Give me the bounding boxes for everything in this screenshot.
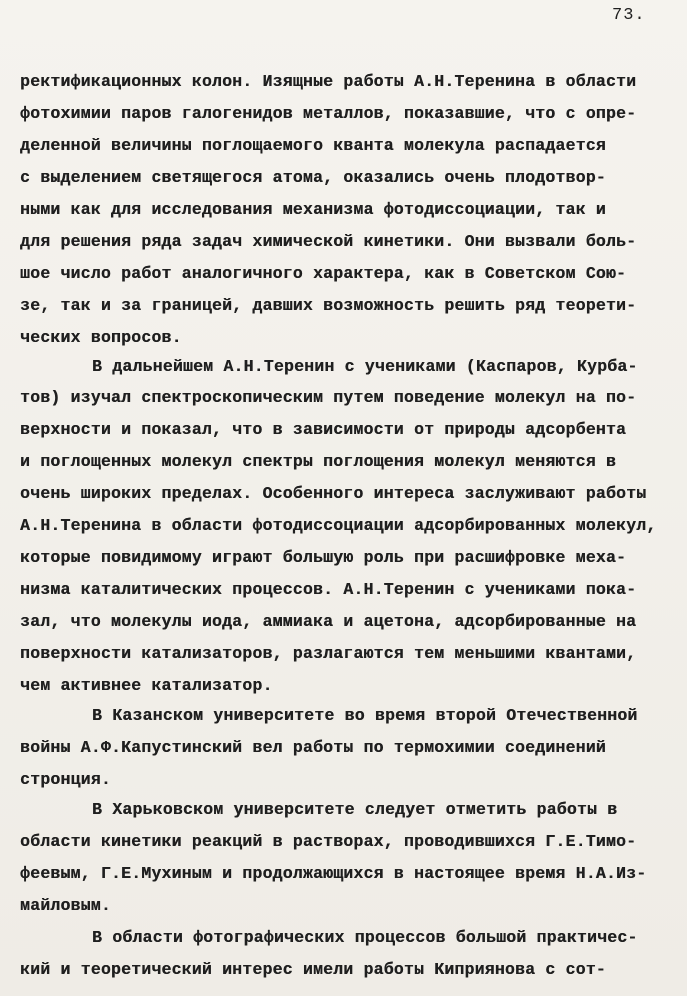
text-line: В области фотографических процессов большой практичес- — [92, 928, 638, 947]
text-line: ректификационных колон. Изящные работы А.Н.Теренина в области — [20, 72, 637, 91]
text-line: тов) изучал спектроскопическим путем поведение молекул на по- — [20, 388, 637, 407]
text-line: зе, так и за границей, давших возможность решить ряд теорети- — [20, 296, 637, 315]
text-line: майловым. — [20, 896, 111, 915]
text-line: зал, что молекулы иода, аммиака и ацетона, адсорбированные на — [20, 612, 637, 631]
text-line: с выделением светящегося атома, оказались очень плодотвор- — [20, 168, 606, 187]
text-line: для решения ряда задач химической кинетики. Они вызвали боль- — [20, 232, 637, 251]
text-line: В Харьковском университете следует отметить работы в — [92, 800, 618, 819]
text-line: деленной величины поглощаемого кванта молекула распадается — [20, 136, 606, 155]
text-line: стронция. — [20, 770, 111, 789]
text-line: фотохимии паров галогенидов металлов, показавшие, что с опре- — [20, 104, 637, 123]
text-line: ческих вопросов. — [20, 328, 182, 347]
text-line: ными как для исследования механизма фотодиссоциации, так и — [20, 200, 606, 219]
text-line: очень широких пределах. Особенного интереса заслуживают работы — [20, 484, 647, 503]
text-line: которые повидимому играют большую роль при расшифровке меха- — [20, 548, 627, 567]
text-line: чем активнее катализатор. — [20, 676, 273, 695]
text-line: А.Н.Теренина в области фотодиссоциации адсорбированных молекул, — [20, 516, 657, 535]
text-line: кий и теоретический интерес имели работы Киприянова с сот- — [20, 960, 606, 979]
text-line: поверхности катализаторов, разлагаются тем меньшими квантами, — [20, 644, 637, 663]
page-number: 73. — [612, 6, 646, 25]
text-line: и поглощенных молекул спектры поглощения молекул меняются в — [20, 452, 616, 471]
text-line: В дальнейшем А.Н.Теренин с учениками (Каспаров, Курба- — [92, 357, 638, 376]
text-line: области кинетики реакций в растворах, проводившихся Г.Е.Тимо- — [20, 832, 637, 851]
text-line: шое число работ аналогичного характера, как в Советском Сою- — [20, 264, 627, 283]
text-line: В Казанском университете во время второй Отечественной — [92, 706, 638, 725]
text-line: низма каталитических процессов. А.Н.Теренин с учениками пока- — [20, 580, 637, 599]
text-line: войны А.Ф.Капустинский вел работы по термохимии соединений — [20, 738, 606, 757]
text-line: феевым, Г.Е.Мухиным и продолжающихся в настоящее время Н.А.Из- — [20, 864, 647, 883]
text-line: верхности и показал, что в зависимости от природы адсорбента — [20, 420, 627, 439]
